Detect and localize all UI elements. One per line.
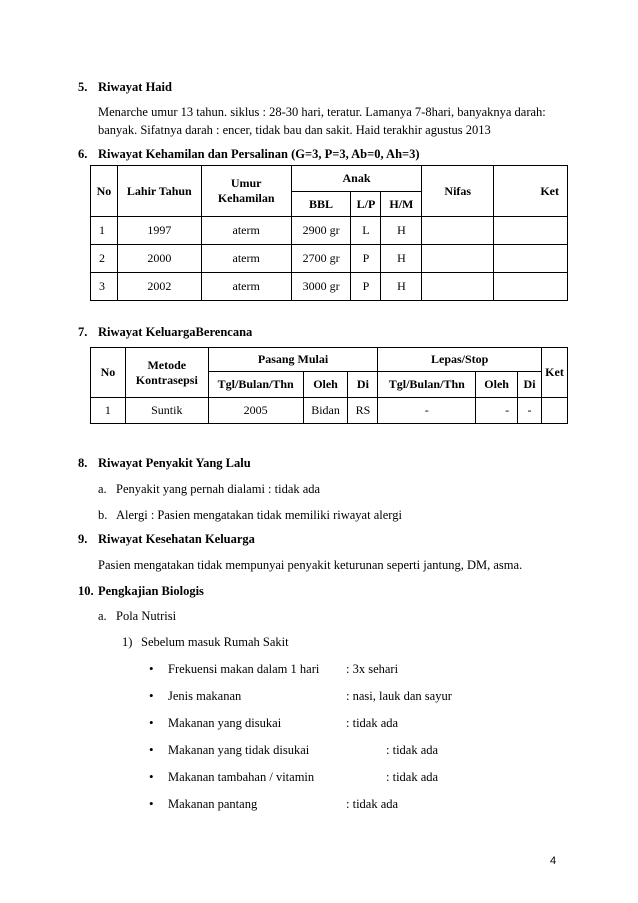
section-10-number: 10. [78, 584, 94, 598]
header-bbl: BBL [291, 192, 351, 217]
cell-metode: Suntik [125, 398, 208, 424]
section-9-number: 9. [78, 532, 88, 546]
list-item-value: : nasi, lauk dan sayur [346, 689, 452, 703]
header-di-2: Di [518, 372, 542, 398]
header-ket: Ket [541, 348, 567, 398]
pregnancy-history-table [90, 165, 568, 301]
section-8-b-label: b. [98, 508, 108, 522]
section-8-number: 8. [78, 456, 88, 470]
header-anak: Anak [291, 166, 422, 192]
cell-oleh-pasang: Bidan [303, 398, 348, 424]
cell-ket [494, 217, 568, 245]
cell-tahun: 2002 [117, 273, 201, 301]
section-9-text: Pasien mengatakan tidak mempunyai penyakit keturunan seperti jantung, DM, asma. [98, 558, 523, 572]
cell-ket [494, 273, 568, 301]
cell-no: 3 [91, 273, 118, 301]
header-ket: Ket [494, 166, 568, 217]
cell-no: 1 [91, 398, 126, 424]
cell-nifas [422, 245, 494, 273]
list-item-value: : tidak ada [386, 743, 439, 757]
list-item-label: Makanan yang tidak disukai [168, 743, 310, 757]
section-8-a-label: a. [98, 482, 107, 496]
bullet-icon: • [149, 688, 154, 703]
section-8-b-text: Alergi : Pasien mengatakan tidak memiliki riwayat alergi [116, 508, 402, 522]
section-10-sub-text: Sebelum masuk Rumah Sakit [141, 635, 289, 649]
header-di: Di [348, 372, 378, 398]
list-item-label: Makanan yang disukai [168, 716, 282, 730]
header-no: No [91, 348, 126, 398]
section-10-a-text: Pola Nutrisi [116, 609, 177, 623]
table-row [91, 245, 568, 273]
list-item-label: Frekuensi makan dalam 1 hari [168, 662, 320, 676]
header-tgl-bulan-thn: Tgl/Bulan/Thn [208, 372, 303, 398]
section-5-line-2: banyak. Sifatnya darah : encer, tidak bau dan sakit. Haid terakhir agustus 2013 [98, 123, 491, 137]
cell-di-lepas: - [518, 398, 542, 424]
cell-hm: H [381, 245, 422, 273]
bullet-icon: • [149, 661, 154, 676]
header-lepas-stop: Lepas/Stop [378, 348, 542, 372]
cell-no: 1 [91, 217, 118, 245]
cell-tahun: 1997 [117, 217, 201, 245]
cell-nifas [422, 217, 494, 245]
cell-bbl: 2700 gr [291, 245, 351, 273]
cell-no: 2 [91, 245, 118, 273]
list-item-value: : tidak ada [346, 716, 399, 730]
family-planning-table [90, 347, 568, 424]
cell-umur: aterm [201, 245, 291, 273]
cell-tgl-lepas: - [378, 398, 476, 424]
section-7-title: Riwayat KeluargaBerencana [98, 325, 253, 339]
section-6-number: 6. [78, 147, 88, 161]
list-item-value: : 3x sehari [346, 662, 399, 676]
cell-lp: L [351, 217, 381, 245]
cell-lp: P [351, 273, 381, 301]
section-8-title: Riwayat Penyakit Yang Lalu [98, 456, 251, 470]
header-oleh: Oleh [303, 372, 348, 398]
table-row [91, 217, 568, 245]
section-10-title: Pengkajian Biologis [98, 584, 204, 598]
list-item-label: Makanan pantang [168, 797, 258, 811]
page-number: 4 [550, 855, 557, 867]
header-lahir-tahun: Lahir Tahun [117, 166, 201, 217]
cell-umur: aterm [201, 217, 291, 245]
list-item-label: Makanan tambahan / vitamin [168, 770, 315, 784]
header-nifas: Nifas [422, 166, 494, 217]
section-9-title: Riwayat Kesehatan Keluarga [98, 532, 255, 546]
section-6-title: Riwayat Kehamilan dan Persalinan (G=3, P=3, Ab=0, Ah=3) [98, 147, 420, 161]
bullet-icon: • [149, 715, 154, 730]
cell-ket [541, 398, 567, 424]
cell-tgl-pasang: 2005 [208, 398, 303, 424]
cell-lp: P [351, 245, 381, 273]
header-hm: H/M [381, 192, 422, 217]
section-10-a-label: a. [98, 609, 107, 623]
table-row [91, 398, 568, 424]
cell-oleh-lepas: - [476, 398, 518, 424]
header-umur-kehamilan: Umur Kehamilan [201, 166, 291, 217]
cell-umur: aterm [201, 273, 291, 301]
section-7-number: 7. [78, 325, 88, 339]
section-8-a-text: Penyakit yang pernah dialami : tidak ada [116, 482, 321, 496]
section-5-line-1: Menarche umur 13 tahun. siklus : 28-30 hari, teratur. Lamanya 7-8hari, banyaknya darah: [98, 105, 546, 119]
cell-nifas [422, 273, 494, 301]
table-row [91, 273, 568, 301]
cell-tahun: 2000 [117, 245, 201, 273]
bullet-icon: • [149, 742, 154, 757]
header-metode-kontrasepsi: Metode Kontrasepsi [125, 348, 208, 398]
bullet-icon: • [149, 769, 154, 784]
cell-bbl: 3000 gr [291, 273, 351, 301]
list-item-value: : tidak ada [386, 770, 439, 784]
cell-ket [494, 245, 568, 273]
section-5-number: 5. [78, 80, 88, 94]
bullet-icon: • [149, 796, 154, 811]
header-oleh-2: Oleh [476, 372, 518, 398]
cell-di-pasang: RS [348, 398, 378, 424]
cell-hm: H [381, 217, 422, 245]
cell-bbl: 2900 gr [291, 217, 351, 245]
header-pasang-mulai: Pasang Mulai [208, 348, 378, 372]
list-item-value: : tidak ada [346, 797, 399, 811]
list-item-label: Jenis makanan [168, 689, 242, 703]
header-tgl-bulan-thn-2: Tgl/Bulan/Thn [378, 372, 476, 398]
section-10-sub-label: 1) [122, 635, 133, 649]
cell-hm: H [381, 273, 422, 301]
section-5-title: Riwayat Haid [98, 80, 172, 94]
header-no: No [91, 166, 118, 217]
header-lp: L/P [351, 192, 381, 217]
